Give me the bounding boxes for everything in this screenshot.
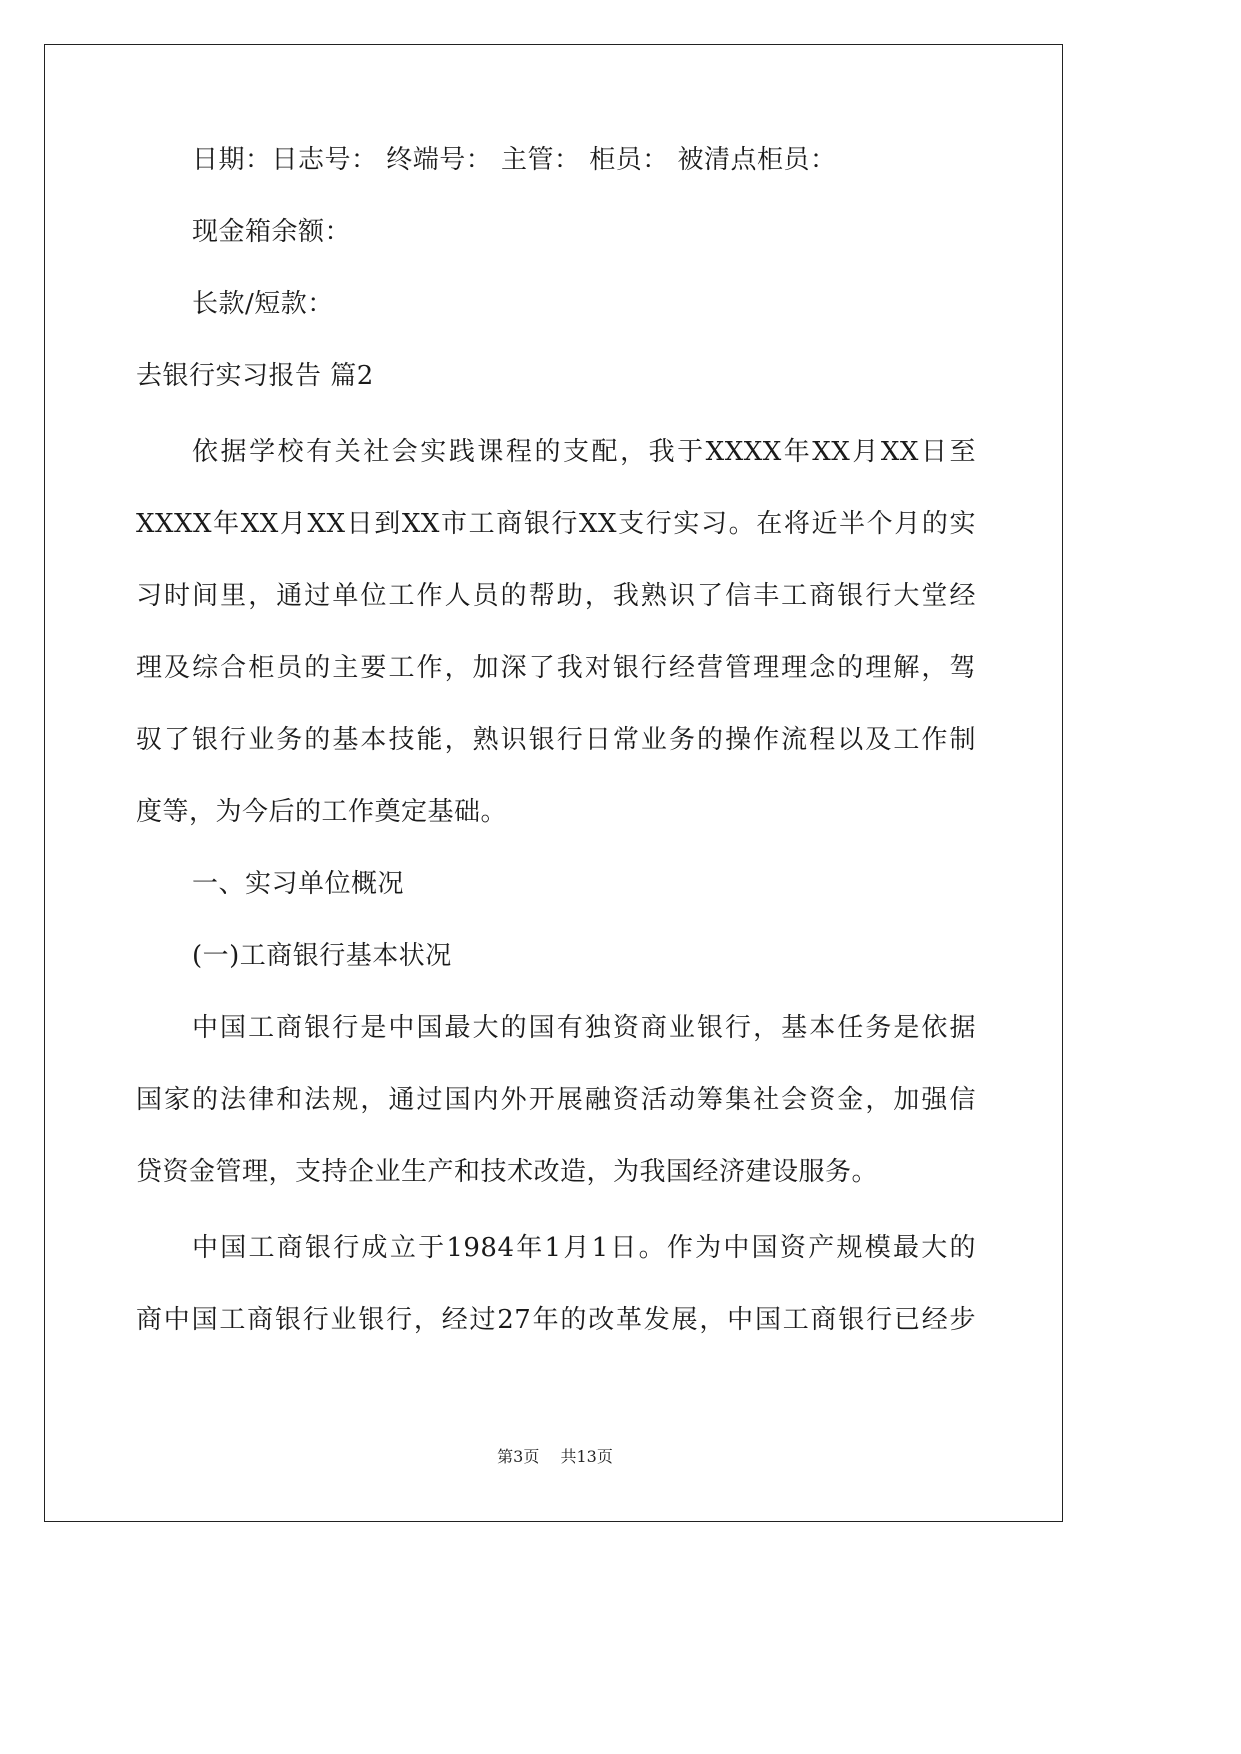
paragraph-line: 习时间里，通过单位工作人员的帮助，我熟识了信丰工商银行大堂经 [136, 581, 976, 611]
section-heading: 去银行实习报告 篇2 [136, 361, 374, 391]
form-fields-line: 日期：日志号： 终端号： 主管： 柜员： 被清点柜员： [192, 145, 837, 175]
paragraph-line: 贷资金管理，支持企业生产和技术改造，为我国经济建设服务。 [136, 1157, 879, 1187]
over-short-line: 长款/短款： [192, 289, 334, 319]
paragraph-line: XXXX年XX月XX日到XX市工商银行XX支行实习。在将近半个月的实 [136, 509, 976, 539]
subheading: (一)工商银行基本状况 [192, 941, 452, 971]
paragraph-line: 依据学校有关社会实践课程的支配，我于XXXX年XX月XX日至 [192, 437, 976, 467]
paragraph-line: 国家的法律和法规，通过国内外开展融资活动筹集社会资金，加强信 [136, 1085, 976, 1115]
paragraph-line: 商中国工商银行业银行，经过27年的改革发展，中国工商银行已经步 [136, 1305, 976, 1335]
page-total: 共13页 [560, 1447, 613, 1466]
page-footer [0, 1447, 1110, 1467]
paragraph-line: 驭了银行业务的基本技能，熟识银行日常业务的操作流程以及工作制 [136, 725, 976, 755]
paragraph-line: 中国工商银行是中国最大的国有独资商业银行，基本任务是依据 [192, 1013, 976, 1043]
paragraph-line: 度等，为今后的工作奠定基础。 [136, 797, 508, 827]
subheading: 一、实习单位概况 [192, 869, 405, 899]
paragraph-line: 理及综合柜员的主要工作，加深了我对银行经营管理理念的理解，驾 [136, 653, 976, 683]
page-number: 第3页 [497, 1447, 540, 1466]
paragraph-line: 中国工商银行成立于1984年1月1日。作为中国资产规模最大的 [192, 1233, 976, 1263]
cash-box-balance-line: 现金箱余额： [192, 217, 352, 247]
